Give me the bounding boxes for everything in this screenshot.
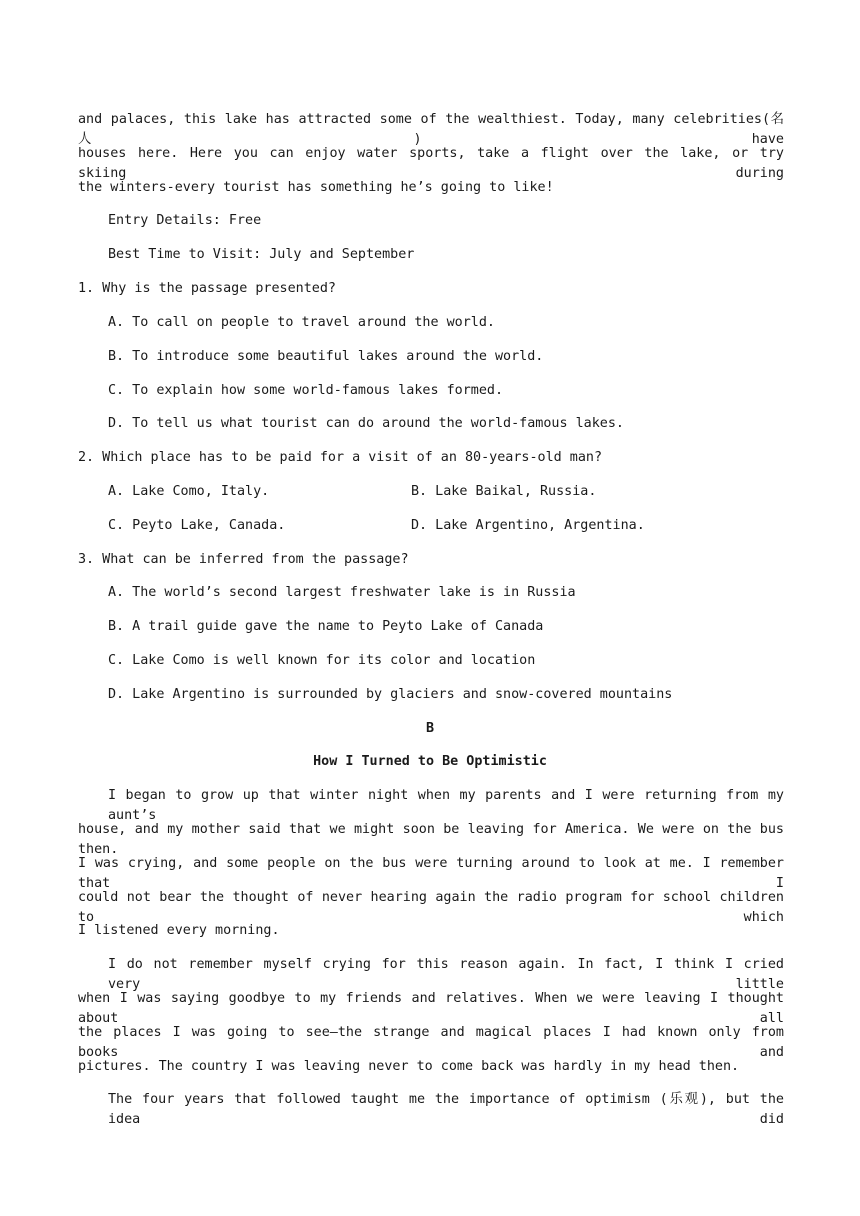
paragraph-2-line-1: I do not remember myself crying for this reason again. In fact, I think I cried very little <box>108 957 784 992</box>
passage-b-title: How I Turned to Be Optimistic <box>313 754 547 769</box>
paragraph-1-line-2: house, and my mother said that we might soon be leaving for America. We were on the bus then. <box>78 822 784 857</box>
question-1-option-b: B. To introduce some beautiful lakes around the world. <box>108 349 544 364</box>
question-1-option-a: A. To call on people to travel around the world. <box>108 315 495 330</box>
passage-a-line-2: houses here. Here you can enjoy water sports, take a flight over the lake, or try skiing during <box>78 146 784 181</box>
question-3-option-b: B. A trail guide gave the name to Peyto Lake of Canada <box>108 619 544 634</box>
paragraph-1-line-3: I was crying, and some people on the bus were turning around to look at me. I remember that I <box>78 856 784 891</box>
paragraph-1-line-4: could not bear the thought of never hearing again the radio program for school children to which <box>78 890 784 925</box>
question-2-option-d: D. Lake Argentino, Argentina. <box>411 518 645 533</box>
paragraph-3-line-1: The four years that followed taught me the importance of optimism (乐观), but the idea did <box>108 1092 784 1127</box>
section-label: B <box>425 721 435 736</box>
question-2-option-a: A. Lake Como, Italy. <box>108 484 270 499</box>
question-2-option-b: B. Lake Baikal, Russia. <box>411 484 597 499</box>
question-1-option-d: D. To tell us what tourist can do around the world-famous lakes. <box>108 416 624 431</box>
paragraph-1-line-5: I listened every morning. <box>78 923 280 938</box>
question-3-option-d: D. Lake Argentino is surrounded by glaciers and snow-covered mountains <box>108 687 673 702</box>
paragraph-2-line-2: when I was saying goodbye to my friends and relatives. When we were leaving I thought about all <box>78 991 784 1026</box>
entry-details: Entry Details: Free <box>108 213 262 228</box>
paragraph-1-line-1: I began to grow up that winter night when my parents and I were returning from my aunt’s <box>108 788 784 823</box>
question-2-option-c: C. Peyto Lake, Canada. <box>108 518 286 533</box>
question-1-option-c: C. To explain how some world-famous lakes formed. <box>108 383 504 398</box>
best-time-to-visit: Best Time to Visit: July and September <box>108 247 415 262</box>
question-3-option-c: C. Lake Como is well known for its color and location <box>108 653 536 668</box>
question-3-stem: 3. What can be inferred from the passage? <box>78 552 409 567</box>
paragraph-2-line-3: the places I was going to see—the strange and magical places I had known only from books and <box>78 1025 784 1060</box>
question-2-stem: 2. Which place has to be paid for a visit of an 80-years-old man? <box>78 450 603 465</box>
paragraph-2-line-4: pictures. The country I was leaving never to come back was hardly in my head then. <box>78 1059 740 1074</box>
passage-a-line-3: the winters-every tourist has something he’s going to like! <box>78 180 554 195</box>
question-3-option-a: A. The world’s second largest freshwater lake is in Russia <box>108 585 576 600</box>
question-1-stem: 1. Why is the passage presented? <box>78 281 336 296</box>
passage-a-line-1: and palaces, this lake has attracted some of the wealthiest. Today, many celebrities(名人) have <box>78 112 784 147</box>
